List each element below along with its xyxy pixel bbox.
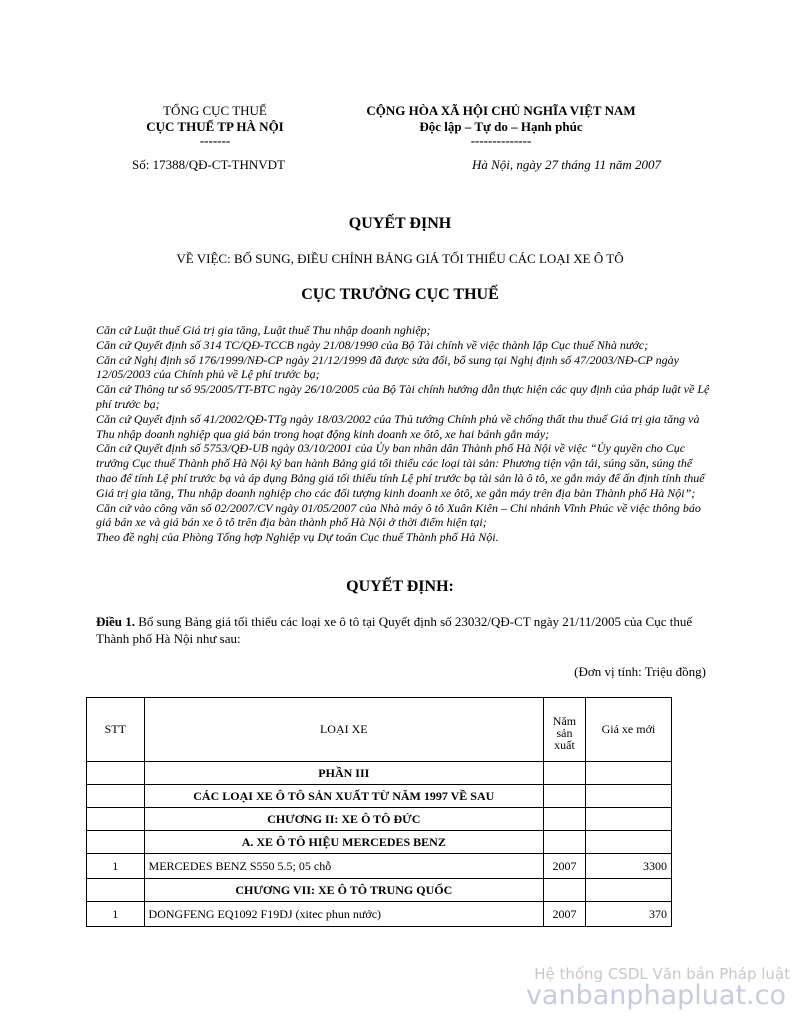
article-1-text: Bổ sung Bảng giá tối thiểu các loại xe ô tô tại Quyết định số 23032/QĐ-CT ngày 21/11/2005 của Cục thuế Thành phố Hà Nội như sau: xyxy=(96,614,693,646)
row-stt xyxy=(87,808,145,831)
row-year xyxy=(544,785,586,808)
row-name: CHƯƠNG II: XE Ô TÔ ĐỨC xyxy=(144,808,544,831)
decision-heading: QUYẾT ĐỊNH: xyxy=(346,578,454,595)
table-row xyxy=(87,879,672,902)
basis-item: Căn cứ Thông tư số 95/2005/TT-BTC ngày 26/10/2005 của Bộ Tài chính hướng dẫn thực hiện các quy định của pháp luật về Lệ phí trước bạ; xyxy=(96,382,710,411)
price-table xyxy=(86,697,672,927)
agency-divider: ------- xyxy=(199,133,231,148)
basis-item: Căn cứ Quyết định số 5753/QĐ-UB ngày 03/10/2001 của Ủy ban nhân dân Thành phố Hà Nội về việc “Ủy quyền cho Cục trưởng Cục thuế Thành phố Hà Nội ký ban hành Bảng giá tối thiểu các loại tài sản: Phương tiện vận tải, súng săn, súng thể thao để tính Lệ phí trước bạ và áp dụng Bảng giá tối thiểu tính Lệ phí trước bạ tài sản là ô tô, xe gắn máy để ấn định tính thuế Giá trị gia tăng, Thu nhập doanh nghiệp cho các đối tượng kinh doanh xe ôtô, xe gắn máy trên địa bàn Thành phố Hà Nội”; xyxy=(96,441,705,500)
basis-item: Căn cứ Nghị định số 176/1999/NĐ-CP ngày 21/12/1999 đã được sửa đổi, bổ sung tại Nghị định số 47/2003/NĐ-CP ngày 12/05/2003 của Chính phủ về Lệ phí trước bạ; xyxy=(96,352,679,382)
watermark-site: vanbanphapluat.co xyxy=(525,980,786,1011)
table-row xyxy=(87,785,672,808)
basis-item: Căn cứ vào công văn số 02/2007/CV ngày 01/05/2007 của Nhà máy ô tô Xuân Kiên – Chi nhánh Vĩnh Phúc về việc thông báo giá bán xe và giá bán xe ô tô trên địa bàn thành phố Hà Nội ở thời điểm hiện tại; xyxy=(96,500,701,530)
parent-agency: TỔNG CỤC THUẾ xyxy=(163,103,267,118)
issuing-agency: CỤC THUẾ TP HÀ NỘI xyxy=(146,119,284,134)
row-price xyxy=(585,831,671,854)
article-1-label: Điều 1. xyxy=(96,614,135,629)
row-name: PHẦN III xyxy=(144,762,544,785)
watermark-caption: Hệ thống CSDL Văn bản Pháp luật xyxy=(534,965,790,983)
row-name: CÁC LOẠI XE Ô TÔ SẢN XUẤT TỪ NĂM 1997 VỀ SAU xyxy=(144,785,544,808)
row-name: DONGFENG EQ1092 F19DJ (xitec phun nước) xyxy=(144,902,544,927)
row-stt xyxy=(87,762,145,785)
header-year: Năm sản xuất xyxy=(544,698,586,762)
row-price xyxy=(585,879,671,902)
basis-item: Theo đề nghị của Phòng Tổng hợp Nghiệp vụ Dự toán Cục thuế Thành phố Hà Nội. xyxy=(96,530,499,545)
agency-block xyxy=(130,103,300,147)
row-stt xyxy=(87,879,145,902)
document-title: QUYẾT ĐỊNH xyxy=(348,215,452,232)
national-motto: Độc lập – Tự do – Hạnh phúc xyxy=(419,119,583,134)
header-price: Giá xe mới xyxy=(585,698,671,762)
national-title: CỘNG HÒA XÃ HỘI CHỦ NGHĨA VIỆT NAM xyxy=(366,103,636,118)
table-row xyxy=(87,831,672,854)
row-price: 3300 xyxy=(585,854,671,879)
row-year xyxy=(544,762,586,785)
table-row xyxy=(87,902,672,927)
legal-basis xyxy=(96,323,716,545)
issuing-authority: CỤC TRƯỞNG CỤC THUẾ xyxy=(301,286,499,303)
issue-date: Hà Nội, ngày 27 tháng 11 năm 2007 xyxy=(472,157,661,172)
basis-item: Căn cứ Quyết định số 41/2002/QĐ-TTg ngày 18/03/2002 của Thủ tướng Chính phủ về chống thất thu thuế Giá trị gia tăng và Thu nhập doanh nghiệp qua giá bán trong hoạt động kinh doanh xe ôtô, xe hai bánh gắn máy; xyxy=(96,411,700,441)
row-name: A. XE Ô TÔ HIỆU MERCEDES BENZ xyxy=(144,831,544,854)
table-header-row xyxy=(87,698,672,762)
row-stt xyxy=(87,785,145,808)
header-stt: STT xyxy=(87,698,145,762)
row-stt xyxy=(87,831,145,854)
row-stt: 1 xyxy=(87,854,145,879)
row-name: CHƯƠNG VII: XE Ô TÔ TRUNG QUỐC xyxy=(144,879,544,902)
row-price xyxy=(585,762,671,785)
row-year xyxy=(544,831,586,854)
basis-item: Căn cứ Luật thuế Giá trị gia tăng, Luật thuế Thu nhập doanh nghiệp; xyxy=(96,323,431,337)
table-row xyxy=(87,854,672,879)
national-title-block xyxy=(340,103,662,147)
row-price xyxy=(585,808,671,831)
row-stt: 1 xyxy=(87,902,145,927)
unit-note: (Đơn vị tính: Triệu đồng) xyxy=(574,664,706,679)
header-vehicle-type: LOẠI XE xyxy=(144,698,544,762)
table-row xyxy=(87,762,672,785)
row-name: MERCEDES BENZ S550 5.5; 05 chỗ xyxy=(144,854,544,879)
row-price xyxy=(585,785,671,808)
row-year xyxy=(544,808,586,831)
document-number: Số: 17388/QĐ-CT-THNVDT xyxy=(132,157,285,172)
table-row xyxy=(87,808,672,831)
document-subject: VỀ VIỆC: BỔ SUNG, ĐIỀU CHỈNH BẢNG GIÁ TỐI THIỂU CÁC LOẠI XE Ô TÔ xyxy=(176,251,624,266)
row-price: 370 xyxy=(585,902,671,927)
article-1 xyxy=(96,613,708,647)
row-year: 2007 xyxy=(544,902,586,927)
basis-item: Căn cứ Quyết định số 314 TC/QĐ-TCCB ngày 21/08/1990 của Bộ Tài chính về việc thành lập Cục thuế Nhà nước; xyxy=(96,337,649,352)
row-year: 2007 xyxy=(544,854,586,879)
row-year xyxy=(544,879,586,902)
motto-divider: -------------- xyxy=(470,133,532,148)
